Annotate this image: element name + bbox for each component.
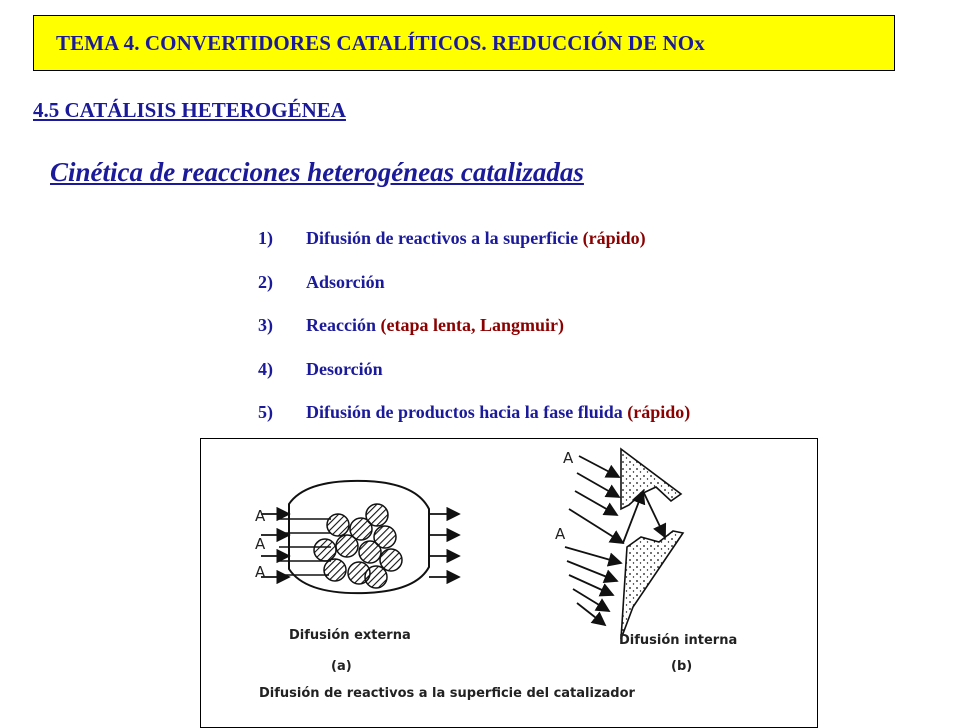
step-note: (etapa lenta, Langmuir): [375, 315, 564, 335]
figure-caption: Difusión de reactivos a la superficie del catalizador: [259, 686, 635, 701]
section-heading: 4.5 CATÁLISIS HETEROGÉNEA: [33, 98, 346, 122]
reactant-label: A: [255, 563, 266, 581]
slide-subtitle: Cinética de reacciones heterogéneas catalizadas: [50, 157, 584, 187]
step-number: 3): [258, 315, 273, 335]
step-text: Reacción: [306, 315, 376, 335]
list-item: [258, 272, 690, 316]
step-text: Adsorción: [306, 271, 385, 292]
title-banner: [33, 15, 895, 71]
reactant-label: A: [255, 535, 266, 553]
diffusion-drawing: [201, 439, 818, 728]
reactant-label: A: [563, 449, 574, 467]
step-note: (rápido): [622, 402, 691, 422]
step-number: 1): [258, 228, 273, 248]
step-text: Difusión de reactivos a la superficie: [306, 228, 579, 248]
steps-list: [258, 228, 690, 446]
caption-b: (b): [671, 659, 693, 674]
step-text: Desorción: [306, 358, 383, 379]
caption-a: (a): [331, 659, 352, 674]
list-item: [258, 228, 690, 272]
step-text: Difusión de productos hacia la fase fluida: [306, 402, 623, 422]
step-number: 4): [258, 358, 273, 379]
internal-diffusion-diagram: [565, 449, 683, 639]
external-diffusion-diagram: [261, 481, 459, 593]
diffusion-figure: [200, 438, 818, 728]
step-number: 2): [258, 271, 273, 292]
step-note: (rápido): [578, 228, 646, 248]
reactant-label: A: [255, 507, 266, 525]
caption-internal: Difusión interna: [619, 633, 738, 648]
list-item: [258, 315, 690, 359]
reactant-label: A: [555, 525, 566, 543]
page-title: TEMA 4. CONVERTIDORES CATALÍTICOS. REDUCCIÓN DE NOx: [56, 31, 705, 55]
step-number: 5): [258, 402, 273, 422]
list-item: [258, 359, 690, 403]
caption-external: Difusión externa: [289, 628, 411, 643]
